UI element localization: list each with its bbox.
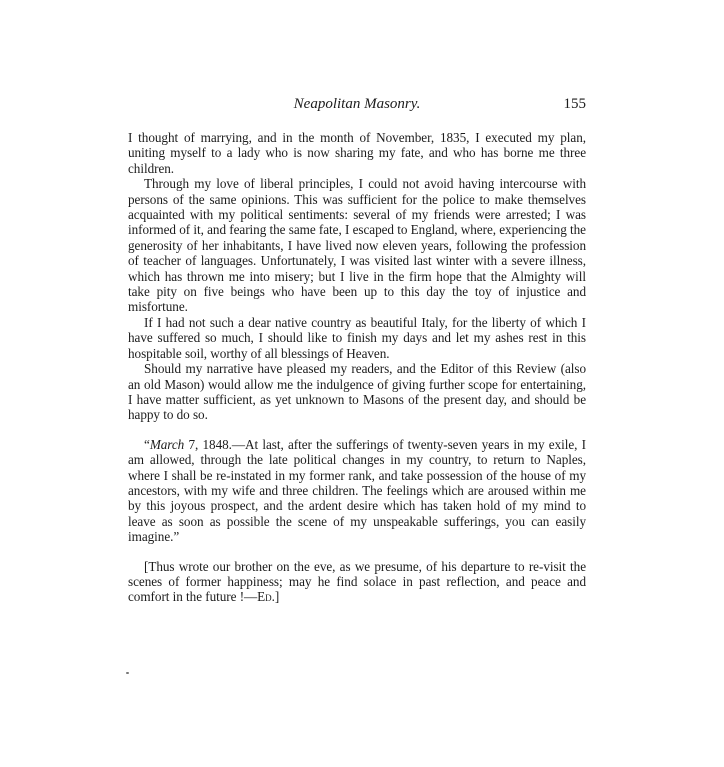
paragraph-exile: Through my love of liberal principles, I could not avoid having intercourse with persons of the same opinions. This was sufficient for the police to make themselves acquainted with my political sentiments: several of my friends were arrested; I was informed of it, and fearing the same fate, I escaped to England, where, experiencing the generosity of her inhabitants, I have lived now eleven years, following the profession of teacher of languages. Unfortunately, I was visited last winter with a severe illness, which has thrown me into misery; but I live in the firm hope that the Almighty will take pity on five beings who have been up to this day the toy of injustice and misfortune.: [128, 176, 586, 315]
running-title: Neapolitan Masonry.: [293, 96, 421, 112]
body-text: [128, 130, 586, 605]
paragraph-marriage: I thought of marrying, and in the month of November, 1835, I executed my plan, uniting myself to a lady who is now sharing my fate, and who has borne me three children.: [128, 130, 586, 176]
editorial-note: [128, 559, 586, 605]
ink-speck: [126, 672, 129, 674]
paragraph-narrative: Should my narrative have pleased my readers, and the Editor of this Review (also an old Mason) would allow me the indulgence of giving further scope for entertaining, I have matter sufficient, as yet unknown to Masons of the present day, and should be happy to do so.: [128, 361, 586, 423]
book-page: [128, 94, 586, 605]
editorial-close-bracket: ]: [274, 589, 280, 605]
quote-date: March: [149, 436, 185, 452]
editorial-text: [Thus wrote our brother on the eve, as we presume, of his departure to re-visit the scenes of former happiness; may he find solace in past reflection, and peace and comfort in the future !—: [128, 558, 586, 605]
paragraph-italy: If I had not such a dear native country as beautiful Italy, for the liberty of which I have suffered so much, I should like to finish my days and let my ashes rest in this hospitable soil, worthy of all blessings of Heaven.: [128, 314, 586, 361]
quote-text: 7, 1848.—At last, after the sufferings of twenty-seven years in my exile, I am allowed, through the late political changes in my country, to return to Naples, where I shall be re-instated in my former rank, and take possession of the house of my ancestors, with my wife and three children. The feelings which are aroused within me by this joyous prospect, and the ardent desire which has taken hold of my mind to leave as soon as possible the scene of my unspeakable sufferings, you can easily imagine.”: [128, 436, 586, 545]
editor-signature: Ed.: [257, 589, 275, 605]
quoted-letter: [128, 437, 586, 545]
running-head: [128, 94, 586, 120]
quote-open-mark: “: [144, 436, 150, 452]
page-number: 155: [563, 96, 586, 112]
